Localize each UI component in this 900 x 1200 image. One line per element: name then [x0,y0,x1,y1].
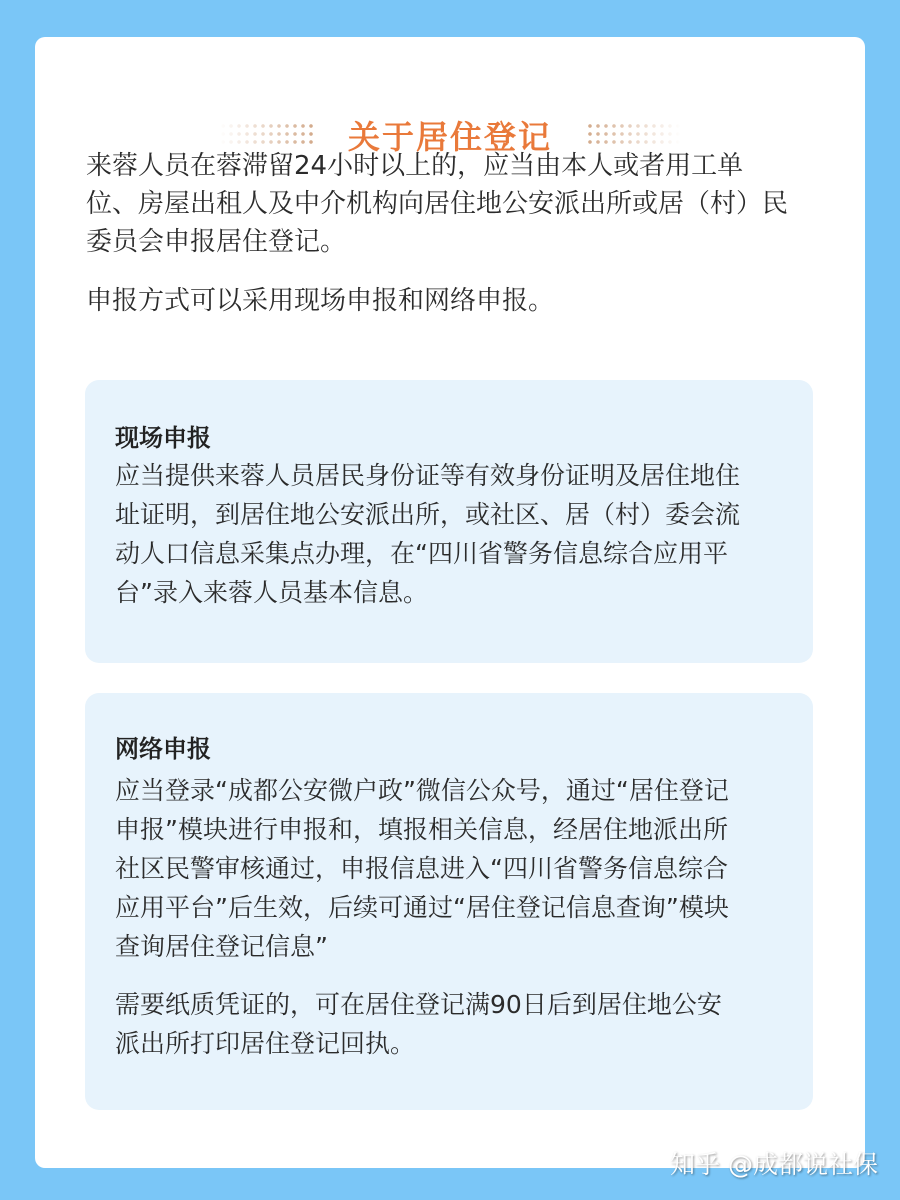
onsite-section [85,380,813,663]
text-line: 派出所打印居住登记回执。 [115,1029,416,1058]
onsite-heading: 现场申报 [115,424,211,452]
text-line: 动人口信息采集点办理，在“四川省警务信息综合应用平 [115,539,728,568]
text-line: 需要纸质凭证的，可在居住登记满90日后到居住地公安 [115,990,722,1019]
text-line: 查询居住登记信息” [115,932,328,961]
online-text [115,771,729,966]
watermark: 知乎 @成都说社保 [670,1150,878,1179]
text-line: 位、房屋出租人及中介机构向居住地公安派出所或居（村）民 [86,189,789,219]
intro-paragraph [86,147,788,261]
text-line: 址证明，到居住地公安派出所，或社区、居（村）委会流 [115,500,741,529]
text-line: 申报”模块进行申报和，填报相关信息，经居住地派出所 [115,815,728,844]
text-line: 台”录入来蓉人员基本信息。 [115,578,428,607]
method-paragraph [86,282,554,320]
online-note [115,985,722,1063]
decorative-dots-left [219,122,314,148]
online-section [85,693,813,1110]
text-line: 申报方式可以采用现场申报和网络申报。 [86,286,555,316]
text-line: 社区民警审核通过，申报信息进入“四川省警务信息综合 [115,854,728,883]
page-title: 关于居住登记 [347,118,552,156]
onsite-text [115,456,740,612]
online-heading: 网络申报 [115,735,211,763]
text-line: 应当登录“成都公安微户政”微信公众号，通过“居住登记 [115,776,729,805]
text-line: 来蓉人员在蓉滞留24小时以上的，应当由本人或者用工单 [86,151,744,181]
text-line: 应用平台”后生效，后续可通过“居住登记信息查询”模块 [115,893,729,922]
text-line: 应当提供来蓉人员居民身份证等有效身份证明及居住地住 [115,461,741,490]
decorative-dots-right [586,122,681,148]
text-line: 委员会申报居住登记。 [86,227,347,257]
